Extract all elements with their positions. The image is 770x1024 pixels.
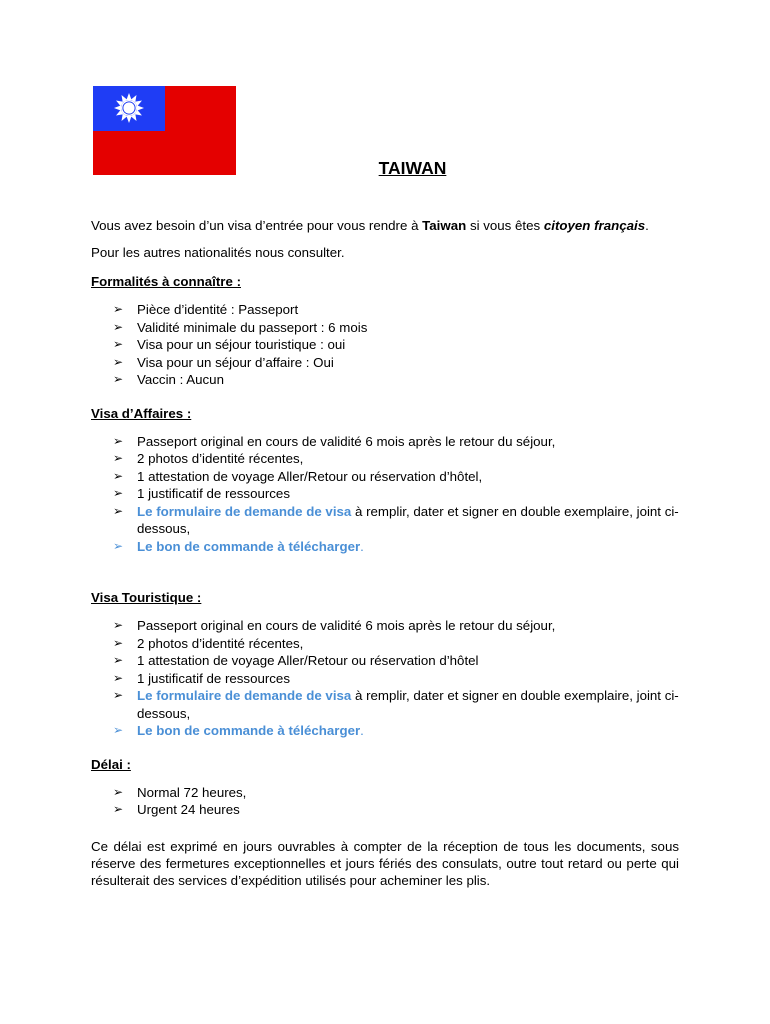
list-item — [113, 468, 679, 486]
list-item — [113, 503, 679, 538]
list-item-text: 1 justificatif de ressources — [137, 670, 290, 686]
list-item — [113, 371, 679, 389]
order-form-download-link[interactable]: Le bon de commande à télécharger — [137, 538, 361, 554]
visa-touristique-heading: Visa Touristique : — [91, 590, 202, 605]
list-item-text: Normal 72 heures, — [137, 784, 247, 800]
arrow-bullet-icon: ➢ — [113, 302, 124, 316]
list-item — [113, 485, 679, 503]
arrow-bullet-icon: ➢ — [113, 635, 124, 650]
arrow-bullet-icon: ➢ — [113, 503, 124, 518]
intro-paragraph — [91, 217, 679, 234]
visa-touristique-list — [91, 617, 679, 740]
list-item — [113, 450, 679, 468]
arrow-bullet-icon: ➢ — [113, 784, 124, 799]
list-item — [113, 635, 679, 653]
list-item-text: Pièce d’identité : Passeport — [137, 302, 299, 317]
delay-disclaimer-paragraph: Ce délai est exprimé en jours ouvrables à compter de la réception de tous les documents, sous réserve des fermetures exceptionnelles et jours fériés des consulats, outre tout retard ou perte qui résulterait des services d’expédition utilisés pour acheminer les plis. — [91, 838, 679, 888]
formalites-heading: Formalités à connaître : — [91, 274, 241, 289]
other-nationalities-text: Pour les autres nationalités nous consulter. — [91, 245, 345, 260]
delai-heading: Délai : — [91, 756, 131, 772]
list-item-text: à remplir, dater et signer en double exemplaire, joint ci-dessous, — [137, 503, 679, 536]
list-item-text: 2 photos d’identité récentes, — [137, 451, 304, 466]
visa-form-link[interactable]: Le formulaire de demande de visa — [137, 688, 352, 703]
list-item-text: Urgent 24 heures — [137, 802, 240, 817]
order-form-download-link[interactable]: Le bon de commande à télécharger — [137, 723, 361, 738]
intro-country: Taiwan — [422, 218, 467, 233]
list-item — [113, 301, 679, 319]
list-item — [113, 722, 679, 740]
arrow-bullet-icon: ➢ — [113, 618, 124, 632]
list-item-text: Passeport original en cours de validité 6 mois après le retour du séjour, — [137, 618, 556, 633]
list-item — [113, 354, 679, 372]
arrow-bullet-icon: ➢ — [113, 372, 124, 386]
arrow-bullet-icon: ➢ — [113, 468, 124, 483]
link-period: . — [360, 538, 364, 554]
list-item-text: Validité minimale du passeport : 6 mois — [137, 319, 368, 335]
arrow-bullet-icon: ➢ — [113, 319, 124, 334]
arrow-bullet-icon: ➢ — [113, 538, 124, 553]
list-item-text: 1 attestation de voyage Aller/Retour ou réservation d’hôtel, — [137, 468, 483, 484]
list-item — [113, 319, 679, 337]
list-item-text: 2 photos d’identité récentes, — [137, 635, 304, 651]
arrow-bullet-icon: ➢ — [113, 433, 124, 448]
list-item-text: Passeport original en cours de validité 6 mois après le retour du séjour, — [137, 433, 556, 449]
arrow-bullet-icon: ➢ — [113, 337, 124, 351]
list-item-text: à remplir, dater et signer en double exemplaire, joint ci-dessous, — [137, 688, 679, 721]
arrow-bullet-icon: ➢ — [113, 723, 124, 737]
list-item — [113, 652, 679, 670]
delai-list — [91, 784, 679, 819]
intro-text-mid: si vous êtes — [466, 218, 544, 233]
list-item — [113, 670, 679, 688]
formalites-list — [91, 301, 679, 389]
list-item — [113, 801, 679, 819]
arrow-bullet-icon: ➢ — [113, 670, 124, 685]
arrow-bullet-icon: ➢ — [113, 486, 124, 500]
list-item-text: Vaccin : Aucun — [137, 372, 224, 387]
arrow-bullet-icon: ➢ — [113, 354, 124, 369]
arrow-bullet-icon: ➢ — [113, 653, 124, 667]
list-item-text: Visa pour un séjour touristique : oui — [137, 337, 346, 352]
document-body — [91, 217, 679, 889]
intro-end: . — [645, 218, 649, 233]
visa-form-link[interactable]: Le formulaire de demande de visa — [137, 503, 352, 519]
list-item — [113, 784, 679, 802]
list-item — [113, 538, 679, 556]
visa-affaires-heading: Visa d’Affaires : — [91, 405, 192, 421]
list-item — [113, 336, 679, 354]
intro-citizenship: citoyen français — [543, 218, 646, 233]
arrow-bullet-icon: ➢ — [113, 802, 124, 816]
list-item-text: 1 attestation de voyage Aller/Retour ou réservation d’hôtel — [137, 653, 479, 668]
link-period: . — [360, 723, 364, 738]
list-item — [113, 433, 679, 451]
intro-text: Vous avez besoin d’un visa d’entrée pour vous rendre à — [91, 218, 423, 233]
arrow-bullet-icon: ➢ — [113, 451, 124, 465]
page-title: TAIWAN — [378, 158, 447, 178]
list-item — [113, 687, 679, 722]
list-item-text: Visa pour un séjour d’affaire : Oui — [137, 354, 334, 370]
list-item — [113, 617, 679, 635]
arrow-bullet-icon: ➢ — [113, 688, 124, 702]
list-item-text: 1 justificatif de ressources — [137, 486, 290, 501]
visa-affaires-list — [91, 433, 679, 556]
